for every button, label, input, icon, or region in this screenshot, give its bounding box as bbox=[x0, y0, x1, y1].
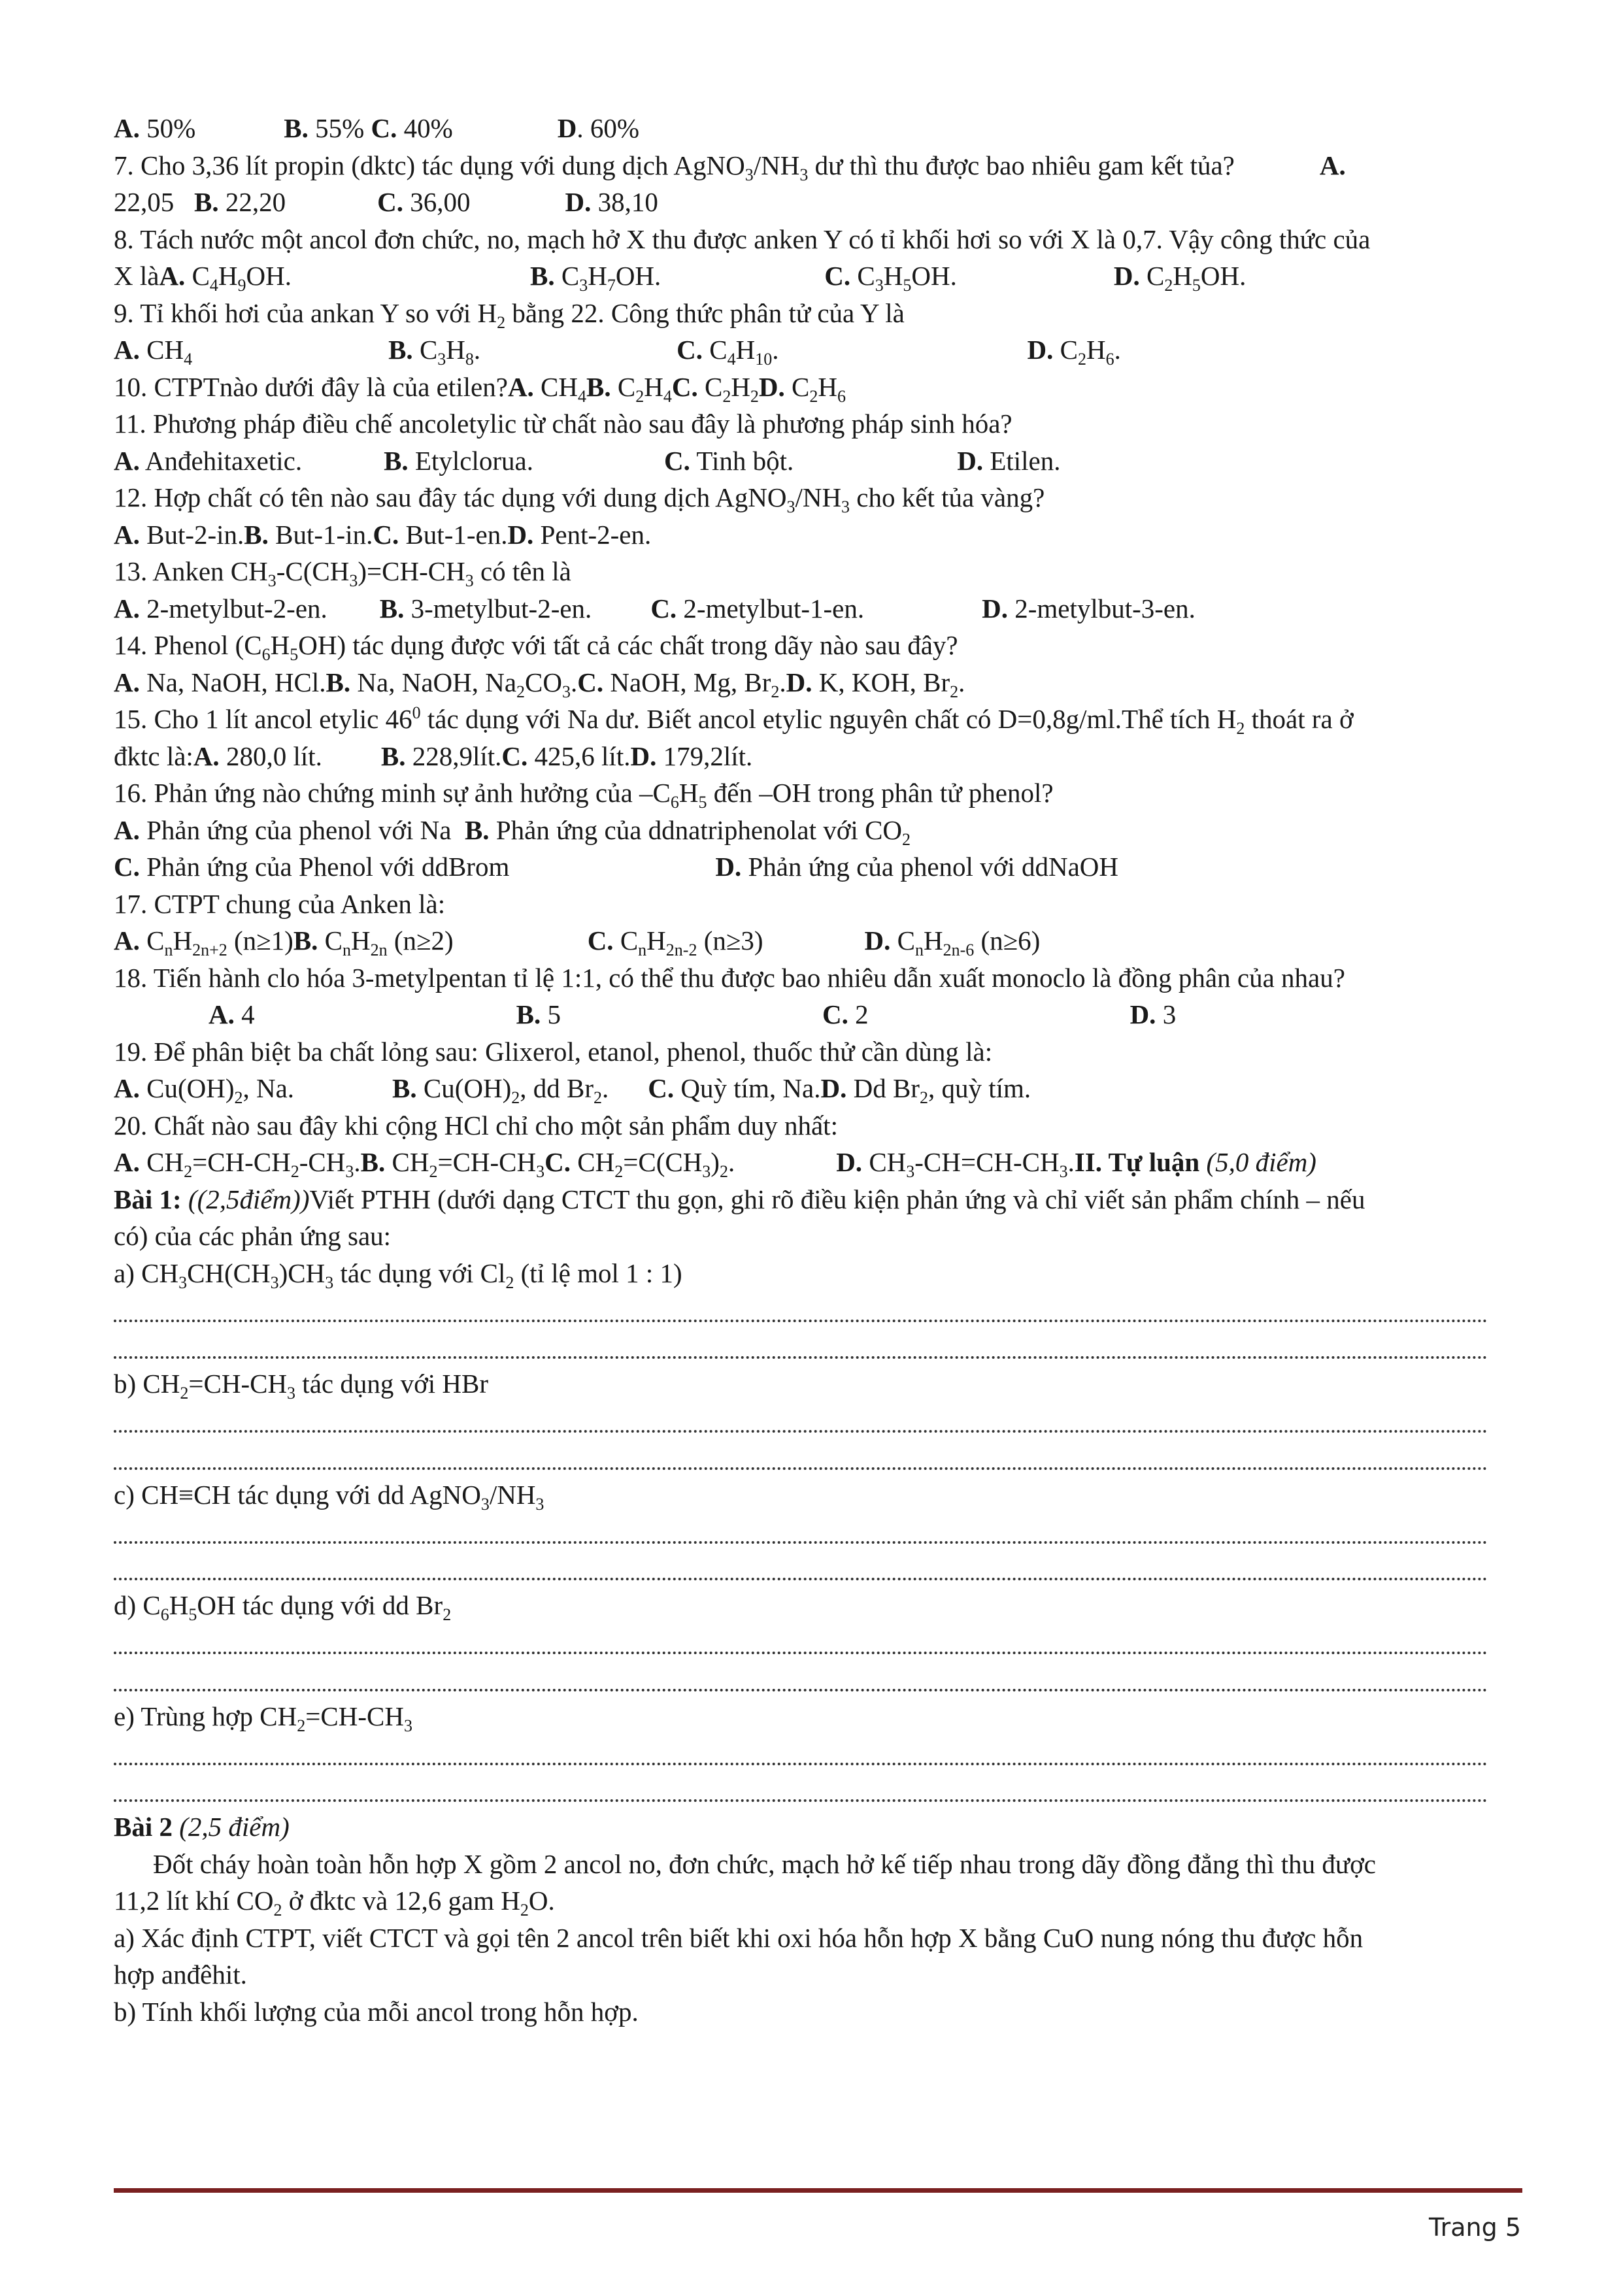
bai1-item-d: d) $C_6H_5OH$ tác dụng với dd $Br_2$ bbox=[114, 1590, 452, 1624]
q11-stem: 11. Phương pháp điều chế ancoletylic từ chất nào sau đây là phương pháp sinh hóa? bbox=[114, 408, 1012, 439]
bai2-item-a-cont: hợp anđêhit. bbox=[114, 1959, 247, 1989]
page-number: Trang 5 bbox=[1429, 2213, 1521, 2242]
q12-stem: 12. Hợp chất có tên nào sau đây tác dụng với dung dịch $AgNO_3/NH_3$ cho kết tủa vàng? bbox=[114, 482, 1045, 516]
bai2-item-a: a) Xác định CTPT, viết CTCT và gọi tên 2 ancol trên biết khi oxi hóa hỗn hợp X bằng CuO nung nóng thu được hỗn bbox=[114, 1922, 1364, 1953]
answer-line[interactable] bbox=[114, 1661, 1513, 1698]
q8-options: X làA. $C_4H_9OH$. B. $C_3H_7OH$. C. $C_3H_5OH$. D. $C_2H_5OH$. bbox=[114, 261, 1247, 295]
bai1-item-b: b) $CH_2=CH-CH_3$ tác dụng với HBr bbox=[114, 1369, 489, 1403]
bai1-item-c: c) CH≡CH tác dụng với dd $AgNO_3/NH_3$ bbox=[114, 1479, 544, 1514]
q18-stem: 18. Tiến hành clo hóa 3-metylpentan tỉ lệ 1:1, có thể thu được bao nhiêu dẫn xuất monoclo là đồng phân của nhau? bbox=[114, 962, 1345, 993]
q17-options: A. $C_nH_{2n+2}$ (n≥1)B. $C_nH_{2n}$ (n≥2) C. $C_nH_{2n-2}$ (n≥3) D. $C_nH_{2n-6}$ (n≥6) bbox=[114, 925, 1041, 959]
q16-options-ab: A. Phản ứng của phenol với Na B. Phản ứng của ddnatriphenolat với $CO_2$ bbox=[114, 814, 911, 849]
exam-page bbox=[114, 110, 1513, 2030]
bai1-heading-cont: có) của các phản ứng sau: bbox=[114, 1221, 392, 1251]
bai1-item-a: a) $CH_3CH(CH_3)CH_3$ tác dụng với $Cl_2$ (tỉ lệ mol 1 : 1) bbox=[114, 1257, 682, 1292]
q15-options: đktc là:A. 280,0 lít. B. 228,9lít.C. 425,6 lít.D. 179,2lít. bbox=[114, 740, 753, 771]
q17-stem: 17. CTPT chung của Anken là: bbox=[114, 888, 446, 919]
part2-points: (5,0 điểm) bbox=[1206, 1147, 1316, 1177]
footer-rule bbox=[114, 2188, 1522, 2193]
q9-stem: 9. Tỉ khối hơi của ankan Y so với $H_2$ bằng 22. Công thức phân tử của Y là bbox=[114, 297, 905, 332]
q14-stem: 14. Phenol $(C_6H_5OH)$ tác dụng được với tất cả các chất trong dãy nào sau đây? bbox=[114, 630, 958, 664]
q15-stem: 15. Cho 1 lít ancol etylic $46^0$ tác dụng với Na dư. Biết ancol etylic nguyên chất có D=0,8g/ml.Thể tích $H_2$ thoát ra ở bbox=[114, 703, 1354, 738]
q7-options: 22,05 B. 22,20 C. 36,00 D. 38,10 bbox=[114, 187, 658, 217]
answer-line[interactable] bbox=[114, 1550, 1513, 1588]
answer-line[interactable] bbox=[114, 1772, 1513, 1809]
q14-options: A. Na, NaOH, HCl.B. Na, NaOH, $Na_2CO_3.C$. NaOH, Mg, $Br_2.D$. K, KOH, $Br_2$. bbox=[114, 667, 965, 701]
q12-options: A. But-2-in.B. But-1-in.C. But-1-en.D. Pent-2-en. bbox=[114, 519, 652, 550]
bai1-heading: Bài 1: ((2,5điểm))Viết PTHH (dưới dạng CTCT thu gọn, ghi rõ điều kiện phản ứng và chỉ viết sản phẩm chính – nếu bbox=[114, 1184, 1365, 1214]
q20-stem: 20. Chất nào sau đây khi cộng HCl chỉ cho một sản phẩm duy nhất: bbox=[114, 1110, 838, 1140]
q7-stem: 7. Cho 3,36 lít propin (dktc) tác dụng với dung dịch $AgNO_3/NH_3$ dư thì thu được bao nhiêu gam kết tủa? A. bbox=[114, 150, 1346, 184]
q10-stem: 10. CTPTnào dưới đây là của etilen?A. $CH_4B$. $C_2H_4C$. $C_2H_2D$. $C_2H_6$ bbox=[114, 371, 846, 406]
bai1-item-e: e) Trùng hợp $CH_2=CH-CH_3$ bbox=[114, 1701, 412, 1735]
part2-title: II. Tự luận bbox=[1074, 1147, 1200, 1177]
bai2-heading: Bài 2 (2,5 điểm) bbox=[114, 1812, 290, 1842]
q8-stem: 8. Tách nước một ancol đơn chức, no, mạch hở X thu được anken Y có tỉ khối hơi so với X là 0,7. Vậy công thức của bbox=[114, 224, 1371, 254]
answer-line[interactable] bbox=[114, 1329, 1513, 1366]
answer-line[interactable] bbox=[114, 1439, 1513, 1476]
q18-options: A. 4 B. 5 C. 2 D. 3 bbox=[209, 999, 1177, 1029]
answer-line[interactable] bbox=[114, 1735, 1513, 1772]
q20-options: A. $CH_2=CH-CH_2-CH_3.B$. $CH_2=CH-CH_3C$. $CH_2=C(CH_3)_2$. D. $CH_3-CH=CH-CH_3.II$. Tự luận (5,0 điểm) bbox=[114, 1147, 1316, 1181]
bai2-p1-cont: 11,2 lít khí $CO_2$ ở đktc và 12,6 gam $H_2O$. bbox=[114, 1886, 555, 1920]
q19-options: A. $Cu(OH)_2$, Na. B. $Cu(OH)_2$, dd $Br_2$. C. Quỳ tím, Na.D. Dd $Br_2$, quỳ tím. bbox=[114, 1073, 1031, 1107]
q19-stem: 19. Để phân biệt ba chất lỏng sau: Glixerol, etanol, phenol, thuốc thử cần dùng là: bbox=[114, 1036, 993, 1067]
q11-options: A. Anđehitaxetic. B. Etylclorua. C. Tinh bột. D. Etilen. bbox=[114, 445, 1061, 476]
q13-options: A. 2-metylbut-2-en. B. 3-metylbut-2-en. C. 2-metylbut-1-en. D. 2-metylbut-3-en. bbox=[114, 593, 1196, 624]
bai2-p1: Đốt cháy hoàn toàn hỗn hợp X gồm 2 ancol no, đơn chức, mạch hở kế tiếp nhau trong dãy đồng đẳng thì thu được bbox=[153, 1848, 1377, 1879]
answer-line[interactable] bbox=[114, 1513, 1513, 1550]
q16-options-cd: C. Phản ứng của Phenol với ddBrom D. Phản ứng của phenol với ddNaOH bbox=[114, 852, 1119, 882]
q16-stem: 16. Phản ứng nào chứng minh sự ảnh hưởng của $-C_6H_5$ đến –OH trong phân tử phenol? bbox=[114, 778, 1054, 812]
q9-options: A. $CH_4$ B. $C_3H_8$. C. $C_4H_{10}$. D. $C_2H_6$. bbox=[114, 335, 1121, 369]
q13-stem: 13. Anken $CH_3-C(CH_3)=CH-CH_3$ có tên là bbox=[114, 556, 571, 590]
q6-options: A. 50% B. 55% C. 40% D. 60% bbox=[114, 113, 640, 143]
answer-line[interactable] bbox=[114, 1624, 1513, 1661]
bai2-item-b: b) Tính khối lượng của mỗi ancol trong hỗn hợp. bbox=[114, 1996, 639, 2027]
answer-line[interactable] bbox=[114, 1291, 1513, 1329]
answer-line[interactable] bbox=[114, 1403, 1513, 1440]
